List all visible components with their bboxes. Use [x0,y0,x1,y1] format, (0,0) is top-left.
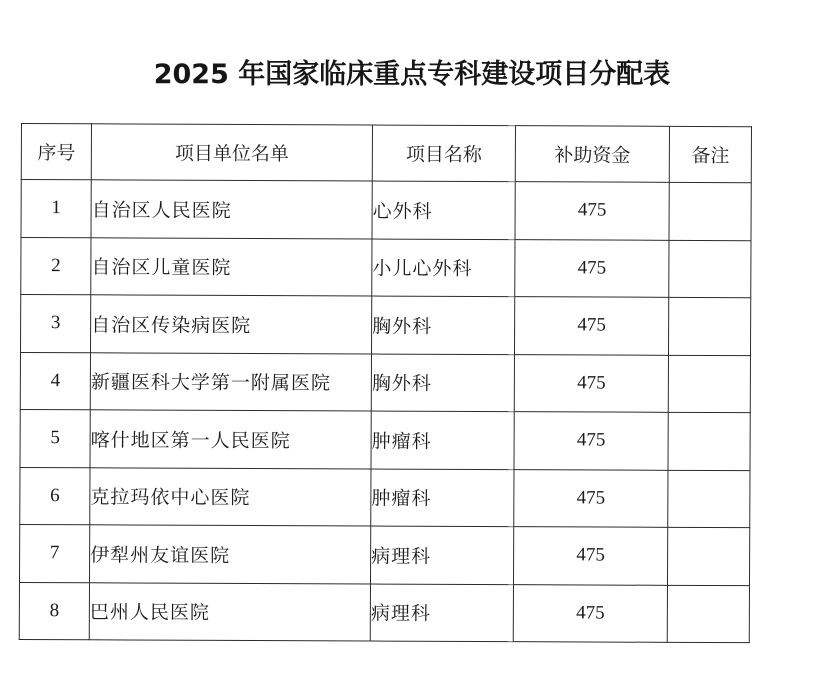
table-row [21,295,751,356]
cell-subsidy-amount: 475 [514,469,668,527]
cell-project-name: 病理科 [370,584,513,642]
cell-remarks [669,182,751,240]
cell-serial-number: 3 [21,295,91,353]
cell-remarks [668,355,750,413]
cell-unit-name: 新疆医科大学第一附属医院 [90,352,371,411]
table-row [20,467,750,528]
cell-project-name: 小儿心外科 [372,239,515,297]
cell-remarks [669,240,751,298]
cell-remarks [668,470,750,528]
cell-serial-number: 7 [19,524,89,582]
cell-subsidy-amount: 475 [515,182,669,240]
cell-project-name: 病理科 [370,526,513,584]
cell-remarks [668,297,750,355]
cell-subsidy-amount: 475 [513,584,667,642]
cell-subsidy-amount: 475 [514,297,668,355]
cell-project-name: 胸外科 [371,354,514,412]
page-title: 2025 年国家临床重点专科建设项目分配表 [153,59,671,90]
cell-remarks [668,412,750,470]
cell-serial-number: 1 [21,180,91,238]
cell-serial-number: 6 [20,467,90,525]
cell-project-name: 心外科 [372,181,515,239]
table-row [21,180,751,241]
table-row [19,524,749,585]
table-header-row [21,124,751,183]
table-row [20,409,750,470]
header-project-name: 项目名称 [372,125,515,182]
table-row [20,352,750,413]
header-unit-name: 项目单位名单 [91,124,372,181]
cell-unit-name: 伊犁州友谊医院 [89,525,370,584]
cell-unit-name: 自治区传染病医院 [91,295,372,354]
cell-subsidy-amount: 475 [514,412,668,470]
cell-unit-name: 克拉玛依中心医院 [90,467,371,526]
cell-unit-name: 自治区人民医院 [91,180,372,239]
cell-subsidy-amount: 475 [514,354,668,412]
cell-remarks [667,527,749,585]
cell-project-name: 肿瘤科 [371,411,514,469]
header-subsidy-amount: 补助资金 [515,126,669,183]
cell-subsidy-amount: 475 [513,527,667,585]
header-serial-number: 序号 [21,124,91,180]
cell-project-name: 肿瘤科 [371,469,514,527]
cell-unit-name: 自治区儿童医院 [91,237,372,296]
table-row [21,237,751,298]
table-row [19,582,749,643]
cell-unit-name: 喀什地区第一人民医院 [90,410,371,469]
cell-project-name: 胸外科 [371,296,514,354]
header-remarks: 备注 [669,126,751,182]
cell-unit-name: 巴州人民医院 [89,582,370,641]
cell-serial-number: 4 [20,352,90,410]
cell-serial-number: 2 [21,237,91,295]
allocation-table [19,123,752,643]
cell-serial-number: 5 [20,409,90,467]
cell-remarks [667,585,749,643]
cell-subsidy-amount: 475 [515,239,669,297]
cell-serial-number: 8 [19,582,89,640]
